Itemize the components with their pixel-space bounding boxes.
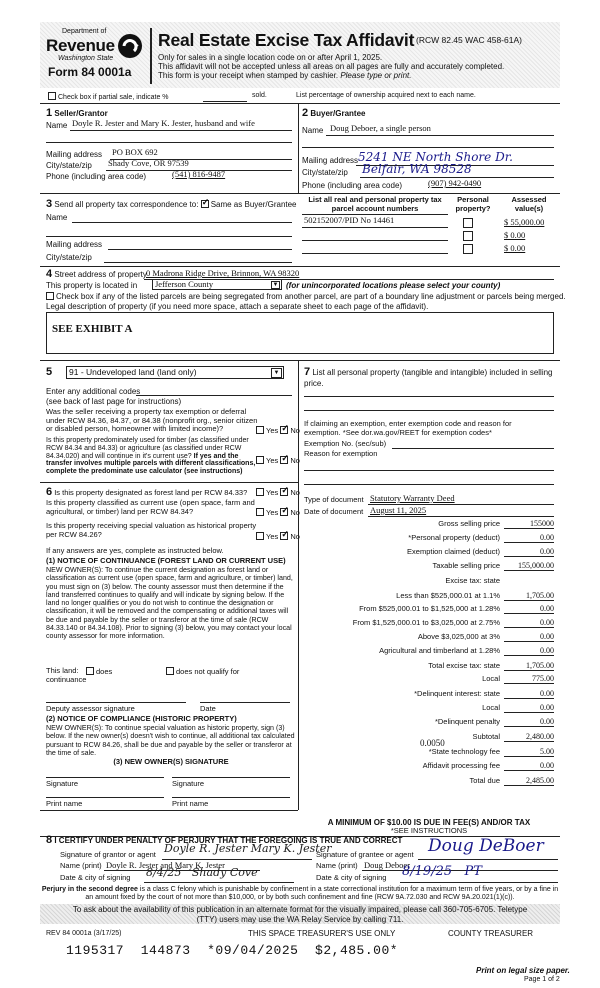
signature-label-1: Signature: [46, 779, 79, 788]
correspondence-name-label: Name: [46, 213, 68, 222]
calc-row-label: Local: [482, 674, 500, 683]
grantor-date-value[interactable]: 8/4/25 Shady Cove: [146, 866, 258, 879]
county-treasurer-label: COUNTY TREASURER: [448, 929, 534, 938]
legal-description-value: SEE EXHIBIT A: [52, 323, 133, 335]
new-owner-print-line-1[interactable]: [46, 797, 164, 798]
grantor-name-value[interactable]: Doyle R. Jester and Mary K. Jester: [106, 860, 225, 870]
seller-extra-line: [46, 142, 292, 143]
assessed-value-1[interactable]: $ 55,000.00: [504, 217, 545, 227]
calc-row-value[interactable]: 0.00: [504, 703, 554, 713]
timber-question: [46, 437, 258, 476]
calc-row-label: From $1,525,000.01 to $3,025,000 at 2.75%: [352, 618, 500, 627]
section8-number: 8: [46, 834, 53, 846]
street-address-label: Street address of property: [54, 270, 147, 279]
q2-no-checkbox[interactable]: [280, 456, 288, 464]
buyer-extra-line: [302, 147, 554, 148]
yes-label: Yes: [266, 456, 279, 465]
q1-yes-checkbox[interactable]: [256, 426, 264, 434]
section6-number: 6: [46, 486, 53, 498]
personal-property-line-2[interactable]: [304, 410, 554, 411]
same-as-buyer-label: Same as Buyer/Grantee: [210, 200, 297, 209]
does-label: does: [96, 667, 113, 676]
chevron-down-icon[interactable]: ▼: [271, 368, 282, 378]
assessed-value-3[interactable]: $ 0.00: [504, 243, 526, 253]
section5-bottom-rule: [40, 482, 298, 483]
no-label: No: [290, 488, 300, 497]
buyer-section-number: 2: [302, 107, 309, 119]
does-not-option: [166, 667, 239, 677]
exemption-reason-label: Reason for exemption: [304, 449, 378, 458]
q1-no-checkbox[interactable]: [280, 426, 288, 434]
buyer-city-value[interactable]: Belfair, WA 98528: [362, 162, 472, 176]
correspondence-label: Send all property tax correspondence to:: [54, 200, 199, 209]
perjury-heading: Perjury in the second degree: [41, 886, 138, 893]
street-address-row: [46, 268, 147, 281]
legal-description-label: Legal description of property (if you need more space, attach a separate sheet to each page of the affidavit).: [46, 302, 429, 311]
personal-property-heading-text: List all personal property (tangible and intangible) included in selling price.: [304, 368, 553, 388]
buyer-mailing-label: Mailing address: [302, 156, 359, 165]
checkbox-box[interactable]: [463, 231, 473, 241]
grantor-date-label: Date & city of signing: [60, 873, 131, 882]
continuance-heading: (1) NOTICE OF CONTINUANCE (FOREST LAND OR CURRENT USE): [46, 556, 286, 565]
partial-sale-row: [48, 92, 169, 102]
perjury-text: is a class C felony which is punishable by confinement in a state correctional institution for a maximum term of five years, or by a fine in an amount fixed by the court of not more than $10,000, or by both such confinement and fine (RCW 9A.72.030 and RCW 9A.20.021(1)(c)).: [85, 886, 559, 902]
header-note-3a: This form is your receipt when stamped by cashier.: [158, 71, 339, 80]
calc-row-value[interactable]: 0.00: [504, 646, 554, 656]
section6-bottom-rule: [40, 810, 298, 811]
historical-answer: [256, 532, 300, 542]
exemption-reason-line-2[interactable]: [304, 484, 554, 485]
header-note-3b: Please type or print.: [340, 71, 412, 80]
header-note-2: This affidavit will not be accepted unless all areas on all pages are fully and accurately completed.: [158, 62, 505, 71]
exemption-number-label: Exemption No. (sec/sub): [304, 439, 387, 448]
treasurer-receipt-stamp: 1195317 144873 *09/04/2025 $2,485.00*: [66, 943, 399, 958]
timber-question-note: If yes and the transfer involves multiple parcels with different classifications, complete the predominate use calculator (see instructions): [46, 452, 256, 476]
calc-row-label: Exemption claimed (deduct): [407, 547, 500, 556]
grantee-signature-line: [418, 859, 558, 860]
buyer-city-label: City/state/zip: [302, 168, 348, 177]
section3-bottom-rule: [40, 266, 560, 267]
calc-row-label: Agricultural and timberland at 1.28%: [379, 646, 500, 655]
minimum-due-note: A MINIMUM OF $10.00 IS DUE IN FEE(S) AND/OR TAX: [327, 818, 531, 827]
compliance-body: NEW OWNER(S): To continue special valuation as historic property, sign (3) below. If the new owner(s) doesn't wish to continue, all additional tax calculated pursuant to RCW 84.26, shall be due and payable by the seller or transferor at the time of sale.: [46, 724, 295, 757]
seller-phone-label: Phone (including area code): [46, 172, 147, 181]
seller-section-number: 1: [46, 107, 53, 119]
forest-land-question-text: Is this property designated as forest land per RCW 84.33?: [54, 488, 248, 497]
personal-property-column-header: Personal property?: [455, 195, 491, 213]
correspondence-extra-line[interactable]: [46, 236, 292, 237]
dept-name: Revenue: [46, 36, 115, 55]
chevron-down-icon[interactable]: ▼: [272, 282, 279, 288]
grantor-date-line: [144, 882, 294, 883]
does-option: [86, 667, 112, 677]
personal-property-heading: [304, 366, 554, 388]
calc-row-label: *Delinquent interest: state: [414, 689, 500, 698]
document-date-value[interactable]: August 11, 2025: [370, 505, 427, 515]
section4-number: 4: [46, 268, 53, 280]
calc-row-label: Total excise tax: state: [428, 661, 500, 670]
calc-row-label: Above $3,025,000 at 3%: [417, 632, 500, 641]
calc-row-label: Subtotal: [472, 732, 500, 741]
q3-no-checkbox[interactable]: [280, 488, 288, 496]
exemption-question: Was the seller receiving a property tax exemption or deferral under RCW 84.36, 84.37, or 84.38 (nonprofit org., senior citizen or disabled person, homeowner with limited income)?: [46, 407, 258, 434]
parcel-row-2-line: [302, 240, 448, 241]
forest-land-answer: [256, 488, 300, 498]
exemption-reason-line-1[interactable]: [304, 470, 554, 471]
buyer-heading: [302, 107, 366, 120]
seller-city-value[interactable]: Shady Cove, OR 97539: [108, 158, 189, 168]
buyer-phone-label: Phone (including area code): [302, 181, 403, 190]
historical-question: Is this property receiving special valuation as historical property per RCW 84.26?: [46, 521, 257, 539]
q4-no-checkbox[interactable]: [280, 508, 288, 516]
assessed-value-2[interactable]: $ 0.00: [504, 230, 526, 240]
q4-yes-checkbox[interactable]: [256, 508, 264, 516]
dept-state: Washington State: [58, 55, 114, 62]
calc-row-value[interactable]: 2,485.00: [504, 776, 554, 786]
print-name-label-1: Print name: [46, 799, 83, 808]
calc-row-label: Total due: [469, 776, 500, 785]
grantee-name-label: Name (print): [316, 861, 358, 870]
segregated-checkbox[interactable]: [46, 292, 54, 300]
exemption-number-line[interactable]: [392, 448, 554, 449]
seller-mailing-value[interactable]: PO BOX 692: [112, 147, 158, 157]
q5-yes-checkbox[interactable]: [256, 532, 264, 540]
if-yes-note: If any answers are yes, complete as instructed below.: [46, 546, 224, 555]
same-as-buyer-checkbox[interactable]: [201, 200, 209, 208]
grantor-signature-label: Signature of grantor or agent: [60, 850, 156, 859]
perjury-statement: [40, 886, 560, 902]
form-number: Form 84 0001a: [48, 65, 132, 79]
calc-row-value[interactable]: 5.00: [504, 747, 554, 757]
seller-name-label: Name: [46, 121, 68, 130]
correspondence-row: [46, 198, 297, 211]
grantee-signature-label: Signature of grantee or agent: [316, 850, 414, 859]
yes-label: Yes: [266, 488, 279, 497]
compliance-heading: (2) NOTICE OF COMPLIANCE (HISTORIC PROPERTY): [46, 714, 237, 723]
legal-size-note: Print on legal size paper.: [476, 966, 570, 975]
calc-row-label: From $525,000.01 to $1,525,000 at 1.28%: [359, 604, 500, 613]
correspondence-city-line[interactable]: [104, 262, 292, 263]
dept-line-1: Department of: [62, 28, 107, 35]
calc-row-label: Less than $525,000.01 at 1.1%: [396, 591, 500, 600]
certify-text: I CERTIFY UNDER PENALTY OF PERJURY THAT THE FOREGOING IS TRUE AND CORRECT: [54, 836, 403, 845]
q3-yes-checkbox[interactable]: [256, 488, 264, 496]
yes-label: Yes: [266, 508, 279, 517]
calc-row-label: Affidavit processing fee: [422, 761, 500, 770]
section7-number: 7: [304, 366, 311, 378]
calc-row-label: Local: [482, 703, 500, 712]
correspondence-name-line[interactable]: [72, 222, 292, 223]
land-use-select-value: 91 - Undeveloped land (land only): [69, 367, 197, 377]
timber-question-text: Is this property predominately used for timber (as classified under RCW 84.34 and 84.33) or agriculture (as classified under RCW 84.34.020) and will continue in it's current use?: [46, 437, 249, 460]
no-label: No: [290, 426, 300, 435]
assessed-value-column-header: Assessed value(s): [511, 195, 547, 213]
buyer-name-value[interactable]: Doug Deboer, a single person: [330, 123, 431, 133]
correspondence-mailing-label: Mailing address: [46, 240, 103, 249]
exemption-instructions: If claiming an exemption, enter exemption code and reason for exemption. *See dor.wa.gov/REET for exemption codes*: [304, 419, 512, 437]
header-bottom-rule: [40, 103, 560, 104]
partial-sale-percent-field[interactable]: [203, 101, 247, 102]
correspondence-mailing-line[interactable]: [108, 249, 292, 250]
land-use-select[interactable]: [66, 366, 284, 379]
calc-row-label: Gross selling price: [438, 519, 500, 528]
deputy-signature-line[interactable]: [46, 702, 186, 703]
calc-row-label: *Personal property (deduct): [408, 533, 500, 542]
buyer-name-label: Name: [302, 126, 324, 135]
treasurer-use-label: THIS SPACE TREASURER'S USE ONLY: [248, 929, 396, 938]
current-use-question: Is this property classified as current use (open space, farm and agricultural, or timber) land per RCW 84.34?: [46, 498, 255, 516]
calc-row-value[interactable]: 2,480.00: [504, 732, 554, 742]
checkbox-box[interactable]: [463, 244, 473, 254]
buyer-heading-text: Buyer/Grantee: [310, 109, 366, 118]
county-select[interactable]: [152, 279, 282, 290]
calc-row-value[interactable]: 0.00: [504, 533, 554, 543]
new-owner-signature-line-1[interactable]: [46, 777, 164, 778]
seller-heading-text: Seller/Grantor: [54, 109, 108, 118]
form-title: Real Estate Excise Tax Affidavit: [158, 30, 415, 50]
local-rate-value: 0.0050: [420, 738, 445, 748]
header-note-3: [158, 71, 411, 80]
seller-city-label: City/state/zip: [46, 161, 92, 170]
q5-no-checkbox[interactable]: [280, 532, 288, 540]
calc-row-value[interactable]: 0.00: [504, 689, 554, 699]
seller-name-line: [70, 130, 292, 131]
parcel-row-3-line: [302, 253, 448, 254]
calc-row-value[interactable]: 0.00: [504, 604, 554, 614]
form-citation: (RCW 82.45 WAC 458-61A): [416, 35, 522, 45]
county-select-value: Jefferson County: [155, 279, 214, 289]
grantee-signature-value[interactable]: Doug DeBoer: [428, 836, 544, 856]
calc-row-label: *Delinquent penalty: [434, 717, 500, 726]
new-owner-signature-heading: (3) NEW OWNER(S) SIGNATURE: [113, 757, 229, 766]
calc-row-value[interactable]: 0.00: [504, 717, 554, 727]
seller-phone-value[interactable]: (541) 816-9487: [172, 169, 226, 179]
revenue-logo-icon: [116, 32, 144, 60]
section5-number: 5: [46, 366, 53, 378]
partial-sale-sold: sold.: [252, 92, 267, 99]
correspondence-city-label: City/state/zip: [46, 253, 92, 262]
no-label: No: [290, 508, 300, 517]
additional-codes-instructions: (see back of last page for instructions): [46, 397, 182, 406]
new-owner-signature-line-2[interactable]: [172, 777, 290, 778]
document-type-label: Type of document: [304, 495, 364, 504]
q2-yes-checkbox[interactable]: [256, 456, 264, 464]
section1-2-divider: [298, 104, 299, 194]
personal-property-line-1[interactable]: [304, 396, 554, 397]
parcel-number-value[interactable]: 502152007/PID No 14461: [304, 215, 395, 225]
ownership-note: List percentage of ownership acquired next to each name.: [296, 92, 476, 99]
seller-name-value[interactable]: Doyle R. Jester and Mary K. Jester, husband and wife: [72, 118, 255, 128]
section1-bottom-rule: [40, 193, 298, 194]
section2-bottom-rule: [298, 193, 560, 194]
parcel-column-header: List all real and personal property tax parcel account numbers: [308, 195, 442, 213]
additional-codes-label: Enter any additional codes: [46, 387, 141, 396]
yes-label: Yes: [266, 532, 279, 541]
calc-row-value[interactable]: 0.00: [504, 632, 554, 642]
exemption-question-answer: [256, 426, 300, 436]
county-note: (for unincorporated locations please select your county): [286, 281, 501, 290]
this-land-label: This land:: [46, 666, 79, 675]
checkbox-box[interactable]: [463, 218, 473, 228]
page-number: Page 1 of 2: [524, 976, 560, 983]
legal-description-box[interactable]: [46, 312, 554, 354]
calc-row-value[interactable]: 0.00: [504, 547, 554, 557]
grantor-name-label: Name (print): [60, 861, 102, 870]
deputy-date-label: Date: [200, 704, 216, 713]
calc-row-value[interactable]: 0.00: [504, 761, 554, 771]
document-date-label: Date of document: [304, 507, 364, 516]
seller-mailing-label: Mailing address: [46, 150, 103, 159]
deputy-signature-label: Deputy assessor signature: [46, 704, 135, 713]
partial-sale-label: Check box if partial sale, indicate %: [58, 94, 169, 101]
section3-number: 3: [46, 198, 53, 210]
does-not-label: does not qualify for: [176, 667, 240, 676]
personal-property-checkbox-3[interactable]: [463, 244, 475, 255]
buyer-name-line: [326, 135, 554, 136]
segregated-row: [46, 292, 566, 301]
does-not-checkbox[interactable]: [166, 667, 174, 675]
document-type-value[interactable]: Statutory Warranty Deed: [370, 493, 455, 503]
calc-row-value[interactable]: 155000: [504, 519, 554, 529]
grantor-signature-value[interactable]: Doyle R. Jester Mary K. Jester: [164, 842, 332, 855]
personal-property-checkbox-1[interactable]: [463, 218, 475, 229]
parcel-row-1-line: [302, 227, 448, 228]
calc-row-value[interactable]: 1,705.00: [504, 661, 554, 671]
county-label: This property is located in: [46, 281, 138, 290]
calc-row-label: *State technology fee: [428, 747, 500, 756]
calc-row-label: Excise tax: state: [445, 576, 500, 585]
yes-label: Yes: [266, 426, 279, 435]
section4-bottom-rule: [40, 360, 560, 361]
continuance-label: continuance: [46, 675, 87, 684]
buyer-phone-value[interactable]: (907) 942-0490: [428, 178, 482, 188]
document-date-line: [368, 516, 554, 517]
grantee-date-label: Date & city of signing: [316, 873, 387, 882]
grantee-date-line: [400, 882, 558, 883]
does-checkbox[interactable]: [86, 667, 94, 675]
grantee-date-value[interactable]: 8/19/25 PT: [402, 864, 482, 879]
calc-row-label: Taxable selling price: [432, 561, 500, 570]
new-owner-print-line-2[interactable]: [172, 797, 290, 798]
accessibility-notice: To ask about the availability of this publication in an alternate format for the visually impaired, please call 360-705-6705. Teletype (TTY) users may use the WA Relay Service by calling 711.: [40, 904, 560, 924]
calc-row-value[interactable]: 0.00: [504, 618, 554, 628]
form-revision: REV 84 0001a (3/17/25): [46, 930, 122, 937]
deputy-date-line[interactable]: [200, 702, 290, 703]
timber-question-answer: [256, 456, 300, 466]
street-address-value[interactable]: 0 Madrona Ridge Drive, Brinnon, WA 98320: [146, 268, 300, 278]
no-label: No: [290, 532, 300, 541]
header-note-1: Only for sales in a single location code on or after April 1, 2025.: [158, 53, 383, 62]
see-instructions-note: *SEE INSTRUCTIONS: [390, 826, 468, 835]
grantee-name-value[interactable]: Doug Deboer: [364, 860, 411, 870]
forest-land-question: [46, 486, 258, 499]
current-use-answer: [256, 508, 300, 518]
print-name-label-2: Print name: [172, 799, 209, 808]
calc-row-value[interactable]: 775.00: [504, 674, 554, 684]
segregated-label: Check box if any of the listed parcels are being segregated from another parcel, are part of a boundary line adjustment or parcels being merged.: [56, 292, 566, 301]
header-divider: [150, 28, 152, 84]
additional-codes-line[interactable]: [136, 395, 292, 396]
partial-sale-checkbox[interactable]: [48, 92, 56, 100]
personal-property-checkbox-2[interactable]: [463, 231, 475, 242]
continuance-body: NEW OWNER(S): To continue the current designation as forest land or classification as current use (open space, farm and agriculture, or timber) land, you must sign on (3) below. The county assessor must then determine if the land transferred continues to qualify and will indicate by signing below. If the land no longer qualifies or you do not wish to continue the designation or classification, it will be removed and the compensating or additional taxes will be due and payable by the seller or transferor at the time of sale (RCW 84.33.140 or 84.34.108). Prior to signing (3) below, you may contact your local county assessor for more information.: [46, 566, 293, 641]
buyer-mailing-value[interactable]: 5241 NE North Shore Dr.: [358, 150, 513, 164]
signature-label-2: Signature: [172, 779, 205, 788]
calc-row-value[interactable]: 155,000.00: [504, 561, 554, 571]
left-right-column-divider: [298, 360, 299, 810]
calc-row-value[interactable]: 1,705.00: [504, 591, 554, 601]
no-label: No: [290, 456, 300, 465]
